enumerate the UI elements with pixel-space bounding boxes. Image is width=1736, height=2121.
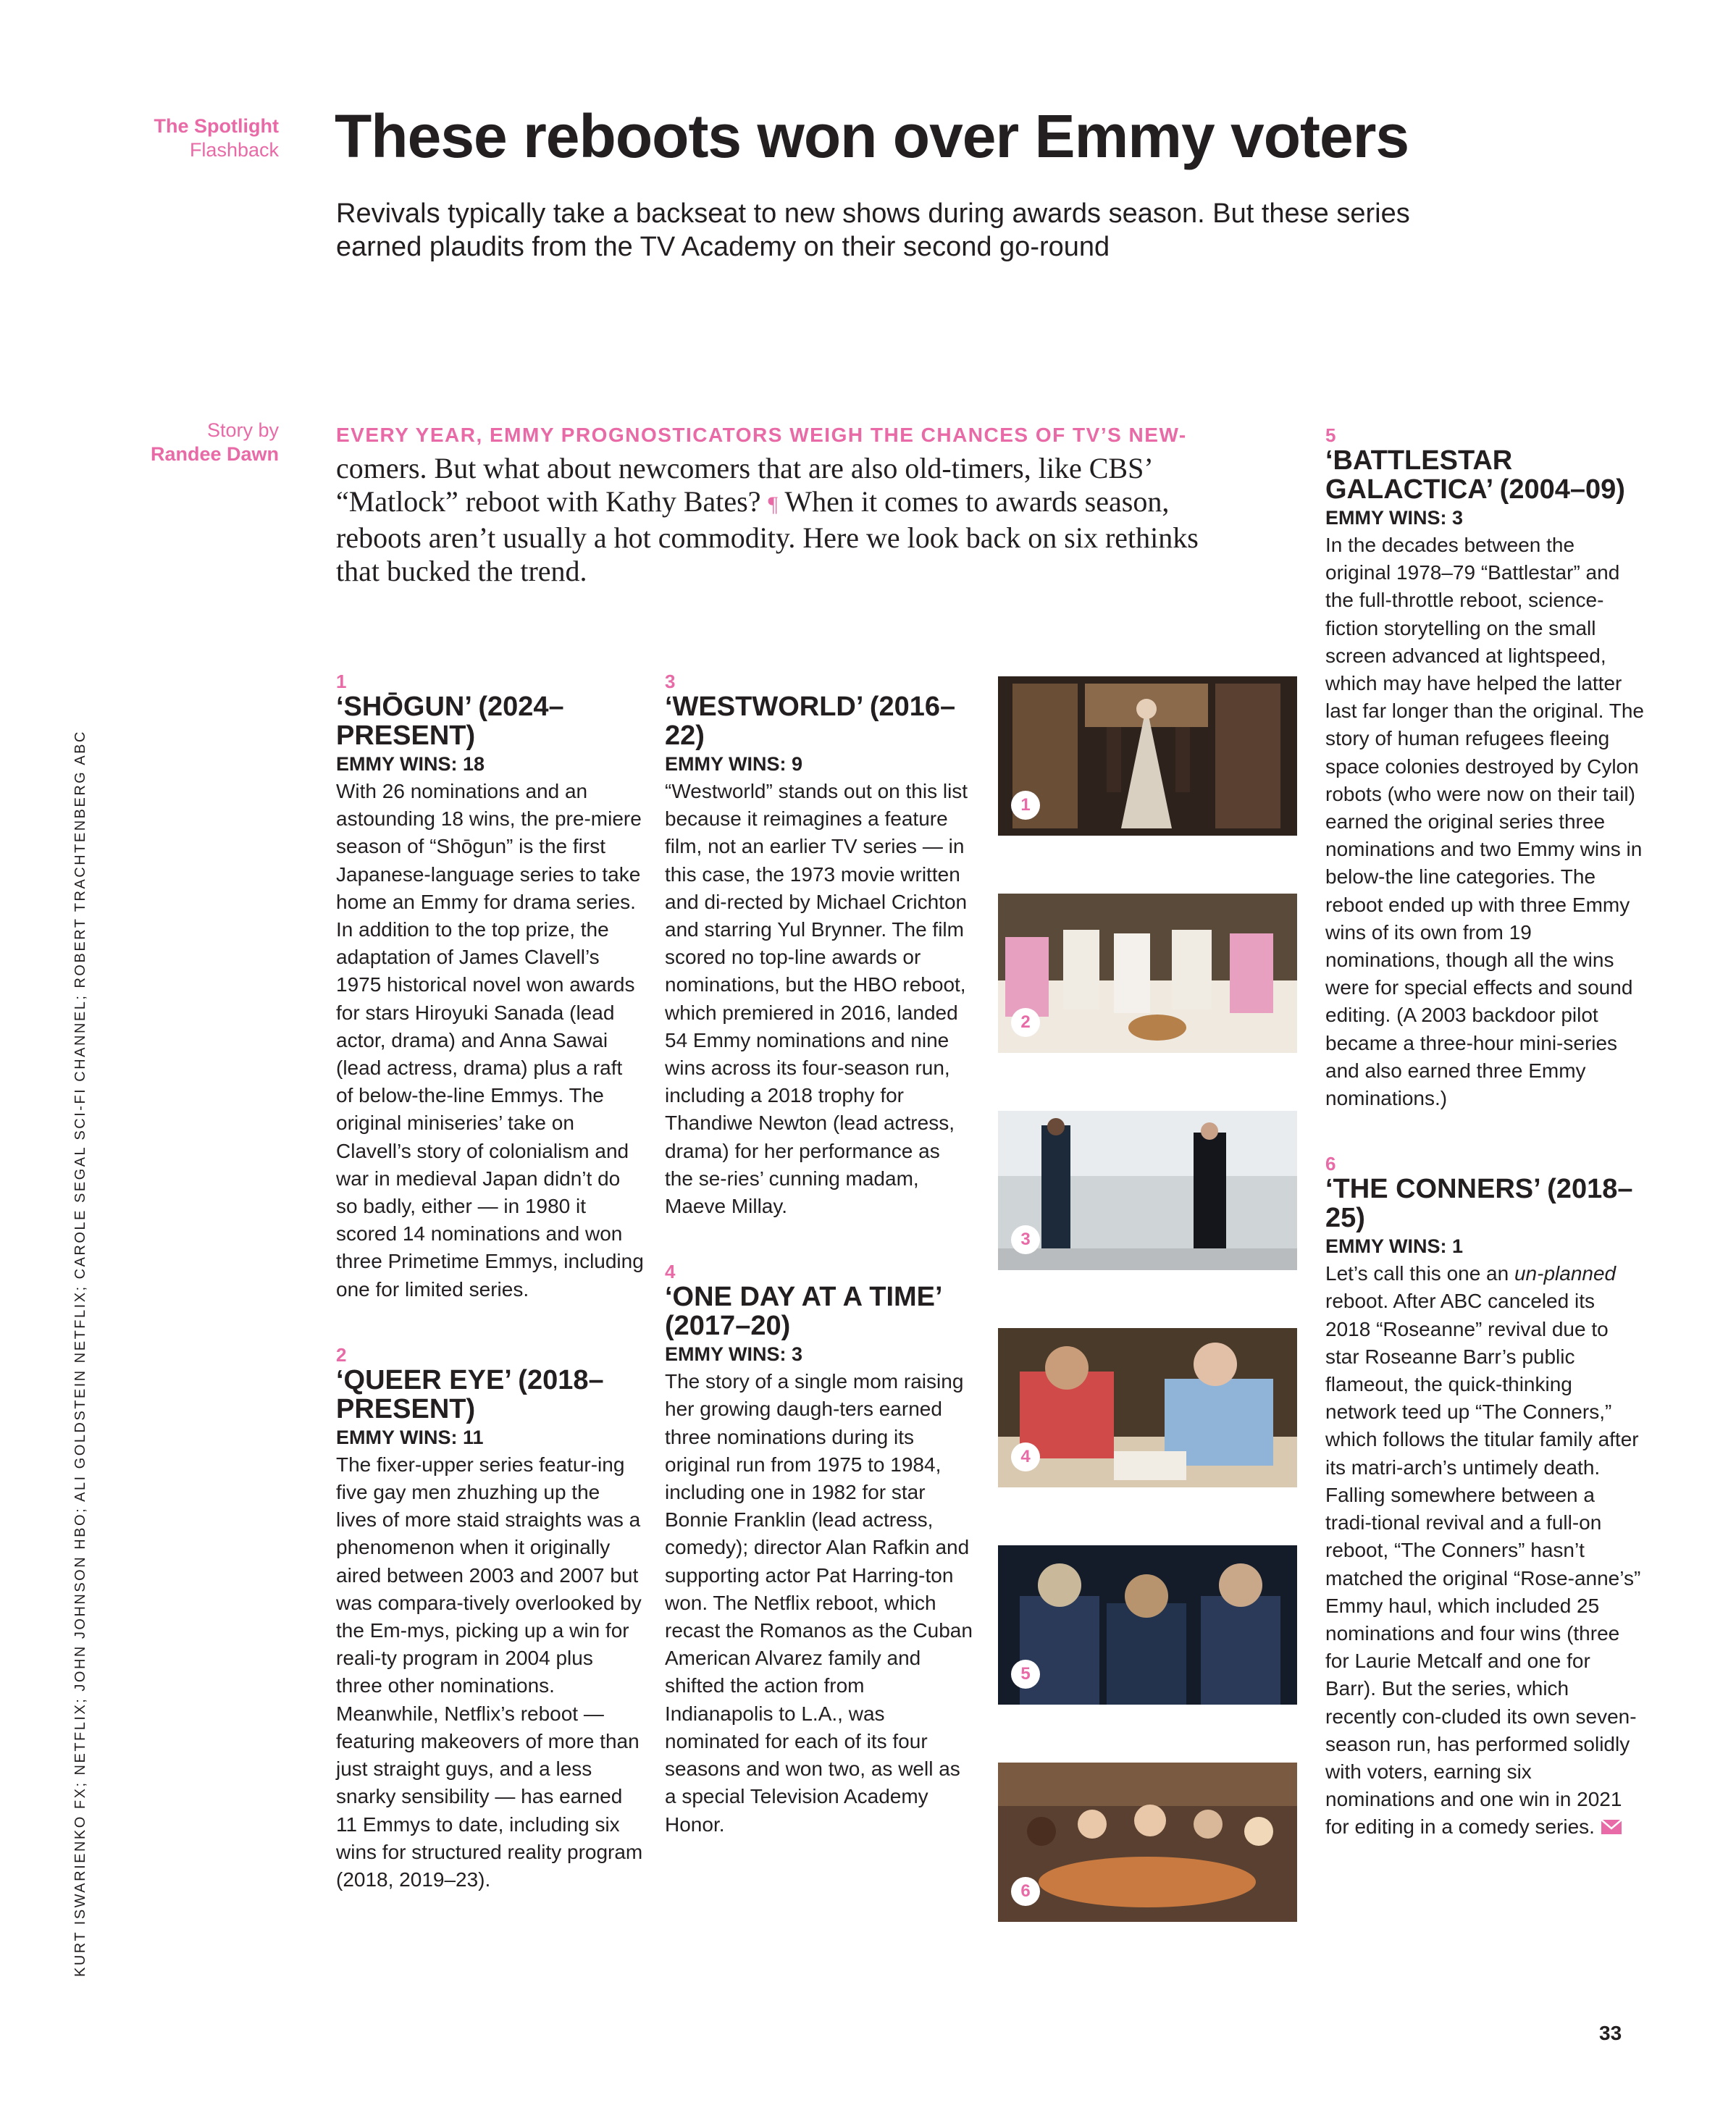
photo-badge: 2 — [1011, 1008, 1040, 1037]
entry-title: ‘THE CONNERS’ (2018–25) — [1325, 1174, 1633, 1234]
byline-author: Randee Dawn — [150, 443, 279, 465]
entry-title: ‘BATTLESTAR GALACTICA’ (2004–09) — [1325, 445, 1625, 505]
intro-text-1: comers. But what about newcomers that are also old-timers, like CBS’ “Matlock” reboot with Kathy Bates? — [336, 452, 1152, 518]
entry-body: The story of a single mom raising her growing daugh-ters earned three nominations during its original run from 1975 to 1984, including one in 1982 for star Bonnie Franklin (lead actress, comedy); director Alan Rafkin and supporting actor Pat Harring-ton won. The Netflix reboot, which recast the Romanos as the Cuban American Alvarez family and shifted the action from Indianapolis to L.A., was nominated for each of its four seasons and won two, as well as a special Television Academy Honor. — [665, 1370, 973, 1836]
entry-wins: EMMY WINS: 11 — [336, 1426, 484, 1448]
entry-body: “Westworld” stands out on this list because it reimagines a feature film, not an earlier TV series — in this case, the 1973 movie written and di-rected by Michael Crichton and starring Yul Brynner. The film scored no top-line awards or nominations, but the HBO reboot, which premiered in 2016, landed 54 Emmy nominations and nine wins across its four-season run, including a 2018 trophy for Thandiwe Newton (lead actress, drama) for her performance as the se-ries’ cunning madam, Maeve Millay. — [665, 780, 968, 1218]
entry-body: With 26 nominations and an astounding 18 wins, the pre-miere season of “Shōgun” is the first Japanese-language series to take home an Emmy for drama series. In addition to the top prize, the adaptation of James Clavell’s 1975 historical novel won awards for stars Hiroyuki Sanada (lead actor, drama) and Anna Sawai (lead actress, drama) plus a raft of below-the-line Emmys. The original miniseries’ take on Clavell’s story of colonialism and war in medieval Japan didn’t do so badly, either — in 1980 it scored 14 nominations and won three Primetime Emmys, including one for limited series. — [336, 780, 644, 1301]
photo-badge: 6 — [1011, 1877, 1040, 1906]
column-2 — [665, 671, 973, 1839]
photo-one-day-at-a-time — [998, 1328, 1297, 1487]
photo-westworld-image — [998, 1111, 1297, 1270]
page-title: These reboots won over Emmy voters — [335, 102, 1409, 170]
entry-body: The fixer-upper series featur-ing five gay men zhuzhing up the lives of more staid straights was a phenomenon when it originally aired between 2003 and 2007 but was compara-tively overlooked by the Em-mys, picking up a win for reali-ty program in 2004 plus three other nominations. Meanwhile, Netflix’s reboot — featuring makeovers of more than just straight guys, and a less snarky sensibility — has earned 11 Emmys to date, including six wins for structured reality program (2018, 2019–23). — [336, 1453, 643, 1891]
entry-body — [1325, 1260, 1644, 1841]
pilcrow: ¶ — [768, 492, 779, 516]
entry-body-post: reboot. After ABC canceled its 2018 “Roseanne” revival due to star Roseanne Barr’s public flameout, the quick-thinking network teed up “The Conners,” which follows the titular family after its matri-arch’s untimely death. Falling somewhere between a tradi-tional revival and a full-on reboot, “The Conners” hasn’t matched the original “Rose-anne’s” Emmy haul, which included 25 nominations and four wins (three for Laurie Metcalf and one for Barr). But the series, which recently con-cluded its own seven-season run, has performed solidly with voters, earning six nominations and one win in 2021 for editing in a comedy series. — [1325, 1290, 1641, 1839]
entry-number: 1 — [336, 671, 347, 692]
entry-one-day-at-a-time — [665, 1261, 973, 1838]
entry-wins: EMMY WINS: 18 — [336, 753, 485, 775]
entry-wins: EMMY WINS: 9 — [665, 753, 803, 775]
photo-one-day-at-a-time-image — [998, 1328, 1297, 1487]
entry-wins: EMMY WINS: 3 — [665, 1343, 803, 1366]
entry-number: 4 — [665, 1261, 676, 1283]
entry-queer-eye — [336, 1344, 644, 1894]
photo-shogun — [998, 676, 1297, 836]
intro-text-2: When it comes to awards season, reboots aren’t usually a hot commodity. Here we look back on six rethinks that bucked the trend. — [336, 485, 1199, 587]
entry-wins: EMMY WINS: 3 — [1325, 507, 1464, 529]
photo-badge: 1 — [1011, 791, 1040, 820]
section-label — [87, 114, 279, 162]
entry-number: 5 — [1325, 424, 1336, 446]
byline — [87, 419, 279, 466]
entry-the-conners — [1325, 1153, 1644, 1841]
photo-battlestar-galactica-image — [998, 1545, 1297, 1705]
entry-westworld — [665, 671, 973, 1220]
section-subname: Flashback — [189, 139, 279, 161]
photo-credits: KURT ISWARIENKO FX; NETFLIX; JOHN JOHNSON HBO; ALI GOLDSTEIN NETFLIX; CAROLE SEGAL SCI-FI CHANNEL; ROBERT TRACHTENBERG ABC — [72, 730, 88, 1977]
photo-badge: 5 — [1011, 1660, 1040, 1689]
photo-battlestar-galactica — [998, 1545, 1297, 1705]
entry-title: ‘ONE DAY AT A TIME’ (2017–20) — [665, 1282, 942, 1342]
entry-number: 2 — [336, 1343, 347, 1366]
entry-title: ‘SHŌGUN’ (2024–PRESENT) — [336, 692, 564, 751]
envelope-icon — [1601, 1819, 1622, 1835]
section-name: The Spotlight — [154, 115, 279, 137]
column-1 — [336, 671, 644, 1894]
photo-queer-eye — [998, 894, 1297, 1053]
entry-battlestar-galactica — [1325, 424, 1644, 1112]
entry-number: 6 — [1325, 1153, 1336, 1175]
photo-the-conners — [998, 1763, 1297, 1922]
photo-the-conners-image — [998, 1763, 1297, 1922]
byline-label: Story by — [206, 419, 279, 441]
entry-body-pre: Let’s call this one an — [1325, 1262, 1514, 1285]
entry-shogun — [336, 671, 644, 1303]
intro-lead: EVERY YEAR, EMMY PROGNOSTICATORS WEIGH THE CHANCES OF TV’S NEW- — [336, 424, 1187, 446]
entry-title: ‘WESTWORLD’ (2016–22) — [665, 692, 956, 751]
column-3 — [1325, 424, 1644, 1841]
entry-wins: EMMY WINS: 1 — [1325, 1235, 1464, 1258]
intro-paragraph — [336, 416, 1234, 588]
photo-badge: 3 — [1011, 1225, 1040, 1254]
entry-body-emphasis: un-planned — [1514, 1262, 1617, 1285]
dek: Revivals typically take a backseat to new shows during awards season. But these series earned plaudits from the TV Academy on their second go-round — [336, 198, 1410, 262]
photo-queer-eye-image — [998, 894, 1297, 1053]
photo-westworld — [998, 1111, 1297, 1270]
entry-body: In the decades between the original 1978–79 “Battlestar” and the full-throttle reboot, science-fiction storytelling on the small screen advanced at lightspeed, which may have helped the latter last far longer than the original. The story of human refugees fleeing space colonies destroyed by Cylon robots (who were now on their tail) earned the original series three nominations and two Emmy wins in below-the line categories. The reboot ended up with three Emmy wins of its own from 19 nominations, though all the wins were for special effects and sound editing. (A 2003 backdoor pilot became a three-hour mini-series and also earned three Emmy nominations.) — [1325, 534, 1644, 1110]
photo-shogun-image — [998, 676, 1297, 836]
page-number: 33 — [1599, 2022, 1622, 2044]
photo-badge: 4 — [1011, 1442, 1040, 1471]
entry-title: ‘QUEER EYE’ (2018–PRESENT) — [336, 1364, 604, 1424]
entry-number: 3 — [665, 671, 676, 692]
